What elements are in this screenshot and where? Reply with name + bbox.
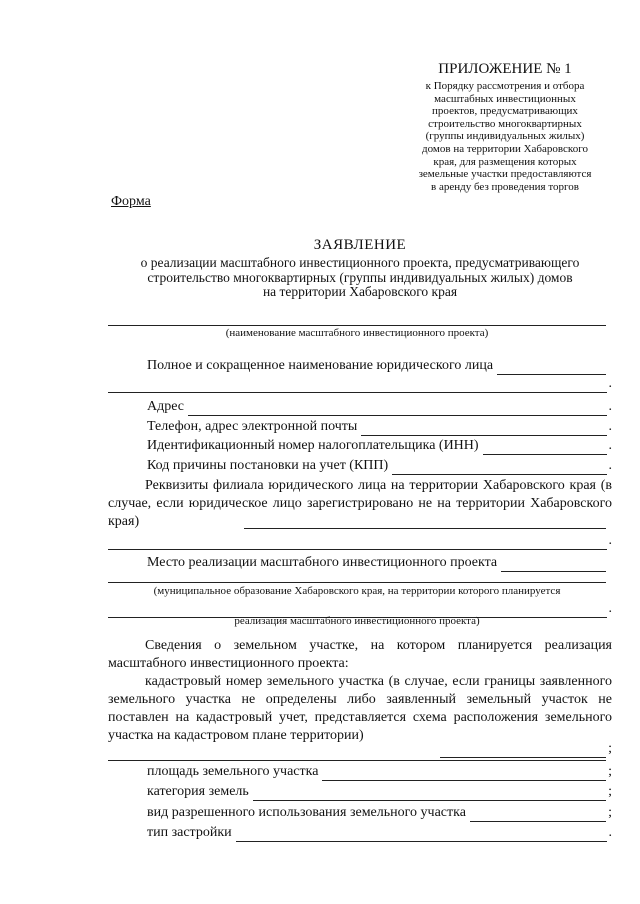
- kpp-row: [147, 457, 612, 475]
- cadastral-paragraph: [108, 673, 612, 745]
- project-name-caption: (наименование масштабного инвестиционного проекта): [225, 327, 489, 339]
- project-name-blank[interactable]: [108, 325, 606, 326]
- municipality-caption: (муниципальное образование Хабаровского края, на территории которого планируется: [153, 585, 561, 597]
- cadastral-blank[interactable]: [440, 743, 606, 758]
- branch-paragraph: [108, 477, 612, 531]
- period: .: [608, 438, 612, 453]
- address-blank[interactable]: [188, 401, 606, 416]
- appendix-title: ПРИЛОЖЕНИЕ № 1: [438, 61, 572, 77]
- kpp-label: Код причины постановки на учет (КПП): [147, 458, 389, 473]
- location-row: [147, 554, 606, 572]
- phone-blank[interactable]: [361, 421, 606, 436]
- legal-name-label: Полное и сокращенное наименование юридического лица: [147, 358, 494, 373]
- category-label: категория земель: [147, 784, 249, 799]
- branch-text: Реквизиты филиала юридического лица на территории Хабаровского края (в случае, если юридическое лицо зарегистрировано не на территории Хабаровского края): [108, 478, 612, 529]
- appendix-description: [400, 80, 610, 193]
- building-type-label: тип застройки: [147, 825, 232, 840]
- appendix-line: (группы индивидуальных жилых): [425, 130, 585, 143]
- subtitle-line: на территории Хабаровского края: [262, 284, 458, 299]
- address-row: [147, 398, 612, 416]
- appendix-line: масштабных инвестиционных: [434, 92, 576, 105]
- land-info-text: Сведения о земельном участке, на котором планируется реализация масштабного инвестиционного проекта:: [108, 638, 612, 671]
- municipality-caption-2: реализация масштабного инвестиционного проекта): [234, 615, 480, 627]
- appendix-block: [400, 60, 610, 193]
- branch-blank[interactable]: [244, 528, 606, 529]
- document-title: ЗАЯВЛЕНИЕ: [313, 237, 407, 253]
- address-label: Адрес: [147, 399, 185, 414]
- location-blank[interactable]: [501, 557, 606, 572]
- area-row: [147, 763, 612, 781]
- cadastral-row: [440, 740, 612, 758]
- subtitle-line: о реализации масштабного инвестиционного проекта, предусматривающего: [140, 255, 580, 270]
- semicolon: ;: [608, 764, 612, 779]
- category-blank[interactable]: [253, 786, 606, 801]
- semicolon: ;: [608, 805, 612, 820]
- appendix-line: края, для размещения которых: [433, 155, 577, 168]
- kpp-blank[interactable]: [392, 460, 606, 475]
- permitted-use-blank[interactable]: [470, 807, 606, 822]
- permitted-use-label: вид разрешенного использования земельного участка: [147, 805, 466, 820]
- appendix-line: домов на территории Хабаровского: [422, 142, 588, 155]
- appendix-line: строительство многоквартирных: [428, 117, 582, 130]
- cadastral-blank-2[interactable]: [108, 760, 606, 761]
- document-subtitle: [100, 256, 620, 300]
- period: .: [608, 399, 612, 414]
- period: .: [608, 458, 612, 473]
- category-row: [147, 783, 612, 801]
- phone-label: Телефон, адрес электронной почты: [147, 419, 358, 434]
- appendix-line: к Порядку рассмотрения и отбора: [425, 80, 585, 92]
- building-type-blank[interactable]: [236, 827, 607, 842]
- appendix-line: проектов, предусматривающих: [432, 105, 578, 118]
- inn-row: [147, 437, 612, 455]
- legal-name-blank[interactable]: [497, 360, 606, 375]
- appendix-line: в аренду без проведения торгов: [431, 180, 579, 193]
- subtitle-line: строительство многоквартирных (группы индивидуальных жилых) домов: [147, 269, 573, 285]
- area-blank[interactable]: [322, 766, 606, 781]
- inn-label: Идентификационный номер налогоплательщика (ИНН): [147, 438, 479, 453]
- period: .: [608, 601, 612, 616]
- inn-blank[interactable]: [483, 440, 607, 455]
- semicolon: ;: [608, 784, 612, 799]
- phone-row: [147, 418, 612, 436]
- period: .: [608, 533, 612, 548]
- area-label: площадь земельного участка: [147, 764, 319, 779]
- legal-name-row-2: [108, 375, 612, 393]
- permitted-use-row: [147, 804, 612, 822]
- appendix-line: земельные участки предоставляются: [418, 168, 592, 181]
- location-blank-2[interactable]: [108, 582, 606, 583]
- cadastral-text: кадастровый номер земельного участка (в случае, если границы заявленного земельного участка не определены либо заявленный земельный участок не поставлен на кадастровый учет, представляется схема расположения земельного участка на кадастровом плане территории): [108, 674, 612, 743]
- period: .: [608, 825, 612, 840]
- branch-row-2: [108, 532, 612, 550]
- period: .: [608, 376, 612, 391]
- land-info-paragraph: [108, 637, 612, 673]
- branch-blank-2[interactable]: [108, 535, 607, 550]
- semicolon: ;: [608, 741, 612, 756]
- location-label: Место реализации масштабного инвестиционного проекта: [147, 555, 498, 570]
- legal-name-blank-2[interactable]: [108, 378, 607, 393]
- legal-name-row: [147, 357, 606, 375]
- building-type-row: [147, 824, 612, 842]
- period: .: [608, 419, 612, 434]
- form-label: Форма: [111, 194, 151, 209]
